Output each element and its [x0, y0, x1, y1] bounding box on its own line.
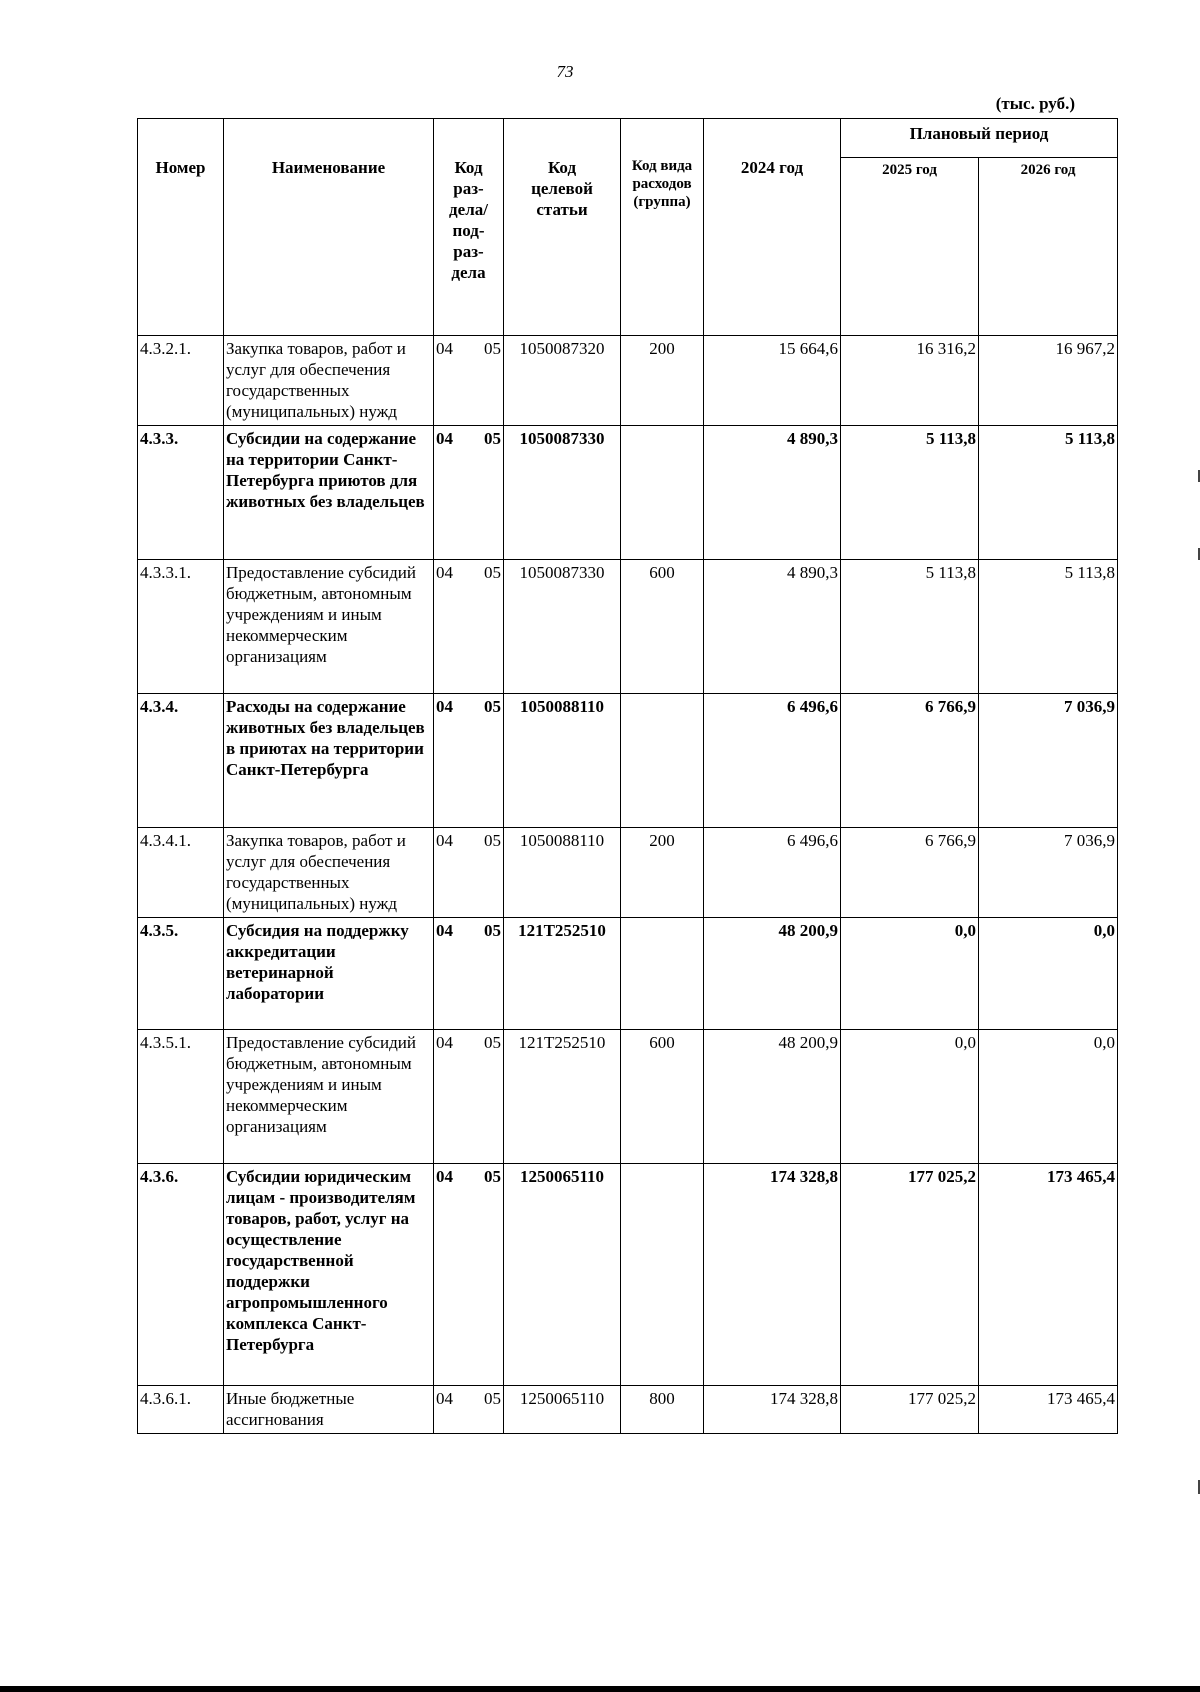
row-amount-2025: 16 316,2: [841, 336, 979, 426]
row-number: 4.3.3.1.: [138, 560, 224, 694]
row-amount-2024: 6 496,6: [704, 694, 841, 828]
row-subsection: 05: [484, 1389, 501, 1408]
row-expense-code: [621, 1164, 704, 1386]
row-amount-2025: 177 025,2: [841, 1164, 979, 1386]
row-expense-code: [621, 918, 704, 1030]
row-subsection: 05: [484, 1033, 501, 1052]
row-target-code: 1050087320: [504, 336, 621, 426]
header-section-line: Код: [454, 158, 483, 177]
row-amount-2024: 174 328,8: [704, 1164, 841, 1386]
row-name: Субсидии юридическим лицам - производителям товаров, работ, услуг на осуществление государственной поддержки агропромышленного комплекса Санкт-Петербурга: [224, 1164, 434, 1386]
header-expense-line: Код вида: [631, 158, 693, 174]
header-section-line: под-: [452, 221, 485, 240]
row-target-code: 1250065110: [504, 1164, 621, 1386]
row-amount-2026: 7 036,9: [979, 694, 1118, 828]
row-section: 04: [436, 339, 453, 358]
row-amount-2024: 6 496,6: [704, 828, 841, 918]
budget-table: [137, 118, 1118, 1434]
row-subsection: 05: [484, 921, 501, 940]
row-name: Предоставление субсидий бюджетным, автономным учреждениям и иным некоммерческим организациям: [224, 560, 434, 694]
row-expense-code: [621, 426, 704, 560]
row-number: 4.3.5.: [138, 918, 224, 1030]
header-expense-line: (группа): [633, 194, 691, 210]
row-target-code: 1050088110: [504, 694, 621, 828]
header-target-line: статьи: [536, 200, 588, 219]
row-name: Закупка товаров, работ и услуг для обеспечения государственных (муниципальных) нужд: [224, 336, 434, 426]
table-row: [138, 1386, 1118, 1434]
row-amount-2024: 4 890,3: [704, 560, 841, 694]
header-section-line: раз-: [453, 242, 484, 261]
row-target-code: 1050087330: [504, 560, 621, 694]
row-number: 4.3.2.1.: [138, 336, 224, 426]
row-amount-2024: 4 890,3: [704, 426, 841, 560]
row-amount-2025: 177 025,2: [841, 1386, 979, 1434]
header-section-line: раз-: [453, 179, 484, 198]
row-number: 4.3.5.1.: [138, 1030, 224, 1164]
row-expense-code: [621, 694, 704, 828]
row-section-code: [434, 918, 504, 1030]
table-row: [138, 336, 1118, 426]
row-section: 04: [436, 1389, 453, 1408]
row-section-code: [434, 828, 504, 918]
row-section-code: [434, 426, 504, 560]
row-expense-code: 200: [621, 828, 704, 918]
row-amount-2025: 5 113,8: [841, 560, 979, 694]
row-section-code: [434, 336, 504, 426]
row-section: 04: [436, 563, 453, 582]
table-row: [138, 1164, 1118, 1386]
header-target-line: Код: [547, 158, 577, 177]
row-name: Иные бюджетные ассигнования: [224, 1386, 434, 1434]
row-section-code: [434, 1386, 504, 1434]
header-2024: 2024 год: [704, 119, 841, 336]
row-name: Предоставление субсидий бюджетным, автономным учреждениям и иным некоммерческим организациям: [224, 1030, 434, 1164]
row-amount-2026: 5 113,8: [979, 560, 1118, 694]
row-target-code: 121T252510: [504, 918, 621, 1030]
header-target-line: целевой: [531, 179, 593, 198]
row-name: Закупка товаров, работ и услуг для обеспечения государственных (муниципальных) нужд: [224, 828, 434, 918]
header-section-code: [434, 119, 504, 336]
units-label: (тыс. руб.): [995, 94, 1075, 113]
row-amount-2025: 0,0: [841, 1030, 979, 1164]
row-amount-2026: 7 036,9: [979, 828, 1118, 918]
row-amount-2024: 48 200,9: [704, 1030, 841, 1164]
row-expense-code: 600: [621, 560, 704, 694]
header-expense-line: расходов: [632, 176, 692, 192]
row-target-code: 1250065110: [504, 1386, 621, 1434]
scan-bottom-border: [0, 1686, 1200, 1692]
row-amount-2024: 48 200,9: [704, 918, 841, 1030]
row-amount-2026: 16 967,2: [979, 336, 1118, 426]
row-subsection: 05: [484, 563, 501, 582]
row-expense-code: 600: [621, 1030, 704, 1164]
header-section-line: дела/: [449, 200, 488, 219]
header-name: Наименование: [224, 119, 434, 336]
table-row: [138, 828, 1118, 918]
row-amount-2026: 0,0: [979, 918, 1118, 1030]
row-section: 04: [436, 1033, 453, 1052]
row-amount-2025: 0,0: [841, 918, 979, 1030]
row-section-code: [434, 1164, 504, 1386]
row-number: 4.3.6.1.: [138, 1386, 224, 1434]
header-target-code: [504, 119, 621, 336]
page-number: 73: [556, 62, 574, 81]
table-body: [138, 336, 1118, 1434]
row-section: 04: [436, 831, 453, 850]
row-amount-2026: 173 465,4: [979, 1164, 1118, 1386]
header-number: Номер: [138, 119, 224, 336]
row-number: 4.3.3.: [138, 426, 224, 560]
row-name: Субсидии на содержание на территории Санкт-Петербурга приютов для животных без владельцев: [224, 426, 434, 560]
row-expense-code: 200: [621, 336, 704, 426]
table-row: [138, 560, 1118, 694]
row-subsection: 05: [484, 1167, 501, 1186]
row-amount-2026: 5 113,8: [979, 426, 1118, 560]
row-target-code: 1050087330: [504, 426, 621, 560]
header-2025: 2025 год: [841, 158, 979, 336]
table-row: [138, 918, 1118, 1030]
row-subsection: 05: [484, 697, 501, 716]
row-subsection: 05: [484, 339, 501, 358]
row-expense-code: 800: [621, 1386, 704, 1434]
row-subsection: 05: [484, 429, 501, 448]
row-number: 4.3.4.1.: [138, 828, 224, 918]
row-subsection: 05: [484, 831, 501, 850]
row-amount-2025: 6 766,9: [841, 828, 979, 918]
row-number: 4.3.6.: [138, 1164, 224, 1386]
table-row: [138, 1030, 1118, 1164]
row-amount-2026: 173 465,4: [979, 1386, 1118, 1434]
header-planned-period: Плановый период: [841, 119, 1118, 158]
row-section: 04: [436, 697, 453, 716]
row-target-code: 121T252510: [504, 1030, 621, 1164]
row-number: 4.3.4.: [138, 694, 224, 828]
row-section-code: [434, 560, 504, 694]
table-row: [138, 694, 1118, 828]
row-target-code: 1050088110: [504, 828, 621, 918]
row-name: Расходы на содержание животных без владельцев в приютах на территории Санкт-Петербурга: [224, 694, 434, 828]
row-amount-2024: 174 328,8: [704, 1386, 841, 1434]
row-section: 04: [436, 921, 453, 940]
row-amount-2026: 0,0: [979, 1030, 1118, 1164]
row-section: 04: [436, 429, 453, 448]
row-section-code: [434, 1030, 504, 1164]
row-section: 04: [436, 1167, 453, 1186]
header-expense-code: [621, 119, 704, 336]
row-name: Субсидия на поддержку аккредитации ветеринарной лаборатории: [224, 918, 434, 1030]
header-2026: 2026 год: [979, 158, 1118, 336]
row-amount-2024: 15 664,6: [704, 336, 841, 426]
table-row: [138, 426, 1118, 560]
row-section-code: [434, 694, 504, 828]
header-row: [138, 119, 1118, 158]
row-amount-2025: 6 766,9: [841, 694, 979, 828]
header-section-line: дела: [451, 263, 486, 282]
row-amount-2025: 5 113,8: [841, 426, 979, 560]
